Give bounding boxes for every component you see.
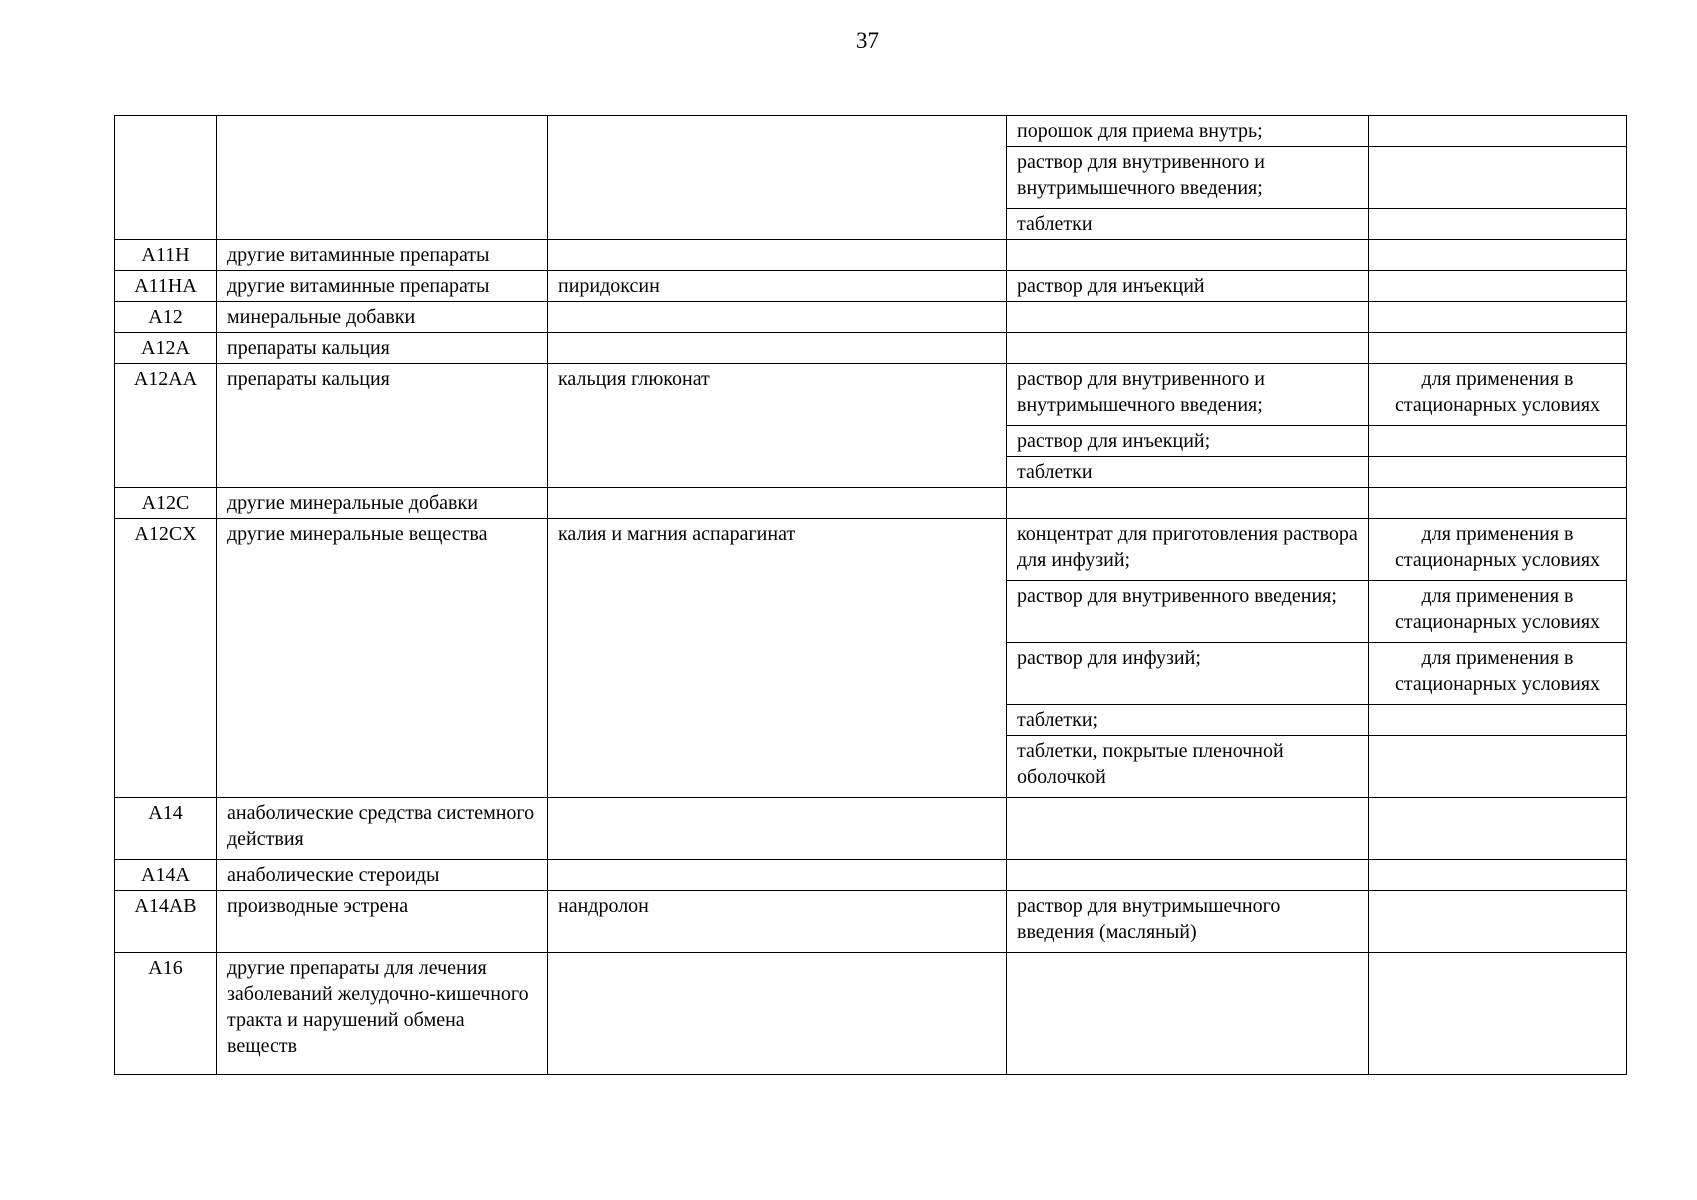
group-name-cell (217, 116, 548, 240)
table-row (115, 798, 1627, 860)
table-row (115, 364, 1627, 426)
drug-name-cell: калия и магния аспарагинат (548, 519, 1007, 798)
dosage-form-cell: таблетки (1007, 209, 1369, 240)
drug-name-cell (548, 953, 1007, 1075)
dosage-form-cell: таблетки; (1007, 705, 1369, 736)
atc-code-cell: A11H (115, 240, 217, 271)
atc-code-cell: A12A (115, 333, 217, 364)
group-name-cell: другие минеральные добавки (217, 488, 548, 519)
atc-code-cell: A12 (115, 302, 217, 333)
drug-name-cell (548, 488, 1007, 519)
dosage-form-cell: раствор для инфузий; (1007, 643, 1369, 705)
usage-note-cell (1369, 209, 1627, 240)
drug-name-cell (548, 240, 1007, 271)
dosage-form-cell (1007, 798, 1369, 860)
atc-code-cell: A12CX (115, 519, 217, 798)
page-number: 37 (856, 28, 879, 53)
dosage-form-cell: таблетки, покрытые пленочной оболочкой (1007, 736, 1369, 798)
group-name-cell: другие минеральные вещества (217, 519, 548, 798)
dosage-form-cell: раствор для инъекций; (1007, 426, 1369, 457)
drug-name-cell (548, 302, 1007, 333)
dosage-form-cell: раствор для внутримышечного введения (масляный) (1007, 891, 1369, 953)
dosage-form-cell (1007, 333, 1369, 364)
dosage-form-cell: раствор для внутривенного и внутримышечного введения; (1007, 147, 1369, 209)
dosage-form-cell (1007, 488, 1369, 519)
group-name-cell: анаболические стероиды (217, 860, 548, 891)
group-name-cell: препараты кальция (217, 364, 548, 488)
usage-note-cell (1369, 705, 1627, 736)
dosage-form-cell: раствор для внутривенного введения; (1007, 581, 1369, 643)
atc-code-cell: A14 (115, 798, 217, 860)
atc-code-cell: A12C (115, 488, 217, 519)
usage-note-cell: для применения в стационарных условиях (1369, 364, 1627, 426)
table-row (115, 953, 1627, 1075)
table-row (115, 271, 1627, 302)
usage-note-cell (1369, 488, 1627, 519)
usage-note-cell (1369, 457, 1627, 488)
atc-code-cell: A11HA (115, 271, 217, 302)
drug-name-cell: кальция глюконат (548, 364, 1007, 488)
atc-code-cell: A12AA (115, 364, 217, 488)
dosage-form-cell (1007, 240, 1369, 271)
table-row (115, 302, 1627, 333)
atc-code-cell: A14AB (115, 891, 217, 953)
drug-name-cell: пиридоксин (548, 271, 1007, 302)
dosage-form-cell: раствор для внутривенного и внутримышечного введения; (1007, 364, 1369, 426)
group-name-cell: препараты кальция (217, 333, 548, 364)
usage-note-cell (1369, 798, 1627, 860)
usage-note-cell: для применения в стационарных условиях (1369, 581, 1627, 643)
table-row (115, 860, 1627, 891)
usage-note-cell (1369, 333, 1627, 364)
drug-classification-table (114, 115, 1627, 1075)
table-row (115, 240, 1627, 271)
dosage-form-cell: раствор для инъекций (1007, 271, 1369, 302)
table-row (115, 488, 1627, 519)
table-row (115, 116, 1627, 147)
usage-note-cell (1369, 736, 1627, 798)
atc-code-cell (115, 116, 217, 240)
group-name-cell: другие витаминные препараты (217, 240, 548, 271)
dosage-form-cell: таблетки (1007, 457, 1369, 488)
table-row (115, 891, 1627, 953)
usage-note-cell (1369, 271, 1627, 302)
group-name-cell: производные эстрена (217, 891, 548, 953)
usage-note-cell (1369, 147, 1627, 209)
drug-name-cell (548, 860, 1007, 891)
group-name-cell: минеральные добавки (217, 302, 548, 333)
dosage-form-cell: порошок для приема внутрь; (1007, 116, 1369, 147)
atc-code-cell: A14A (115, 860, 217, 891)
dosage-form-cell: концентрат для приготовления раствора для инфузий; (1007, 519, 1369, 581)
drug-name-cell (548, 116, 1007, 240)
group-name-cell: другие витаминные препараты (217, 271, 548, 302)
table-row (115, 333, 1627, 364)
drug-name-cell (548, 333, 1007, 364)
usage-note-cell (1369, 240, 1627, 271)
usage-note-cell (1369, 891, 1627, 953)
dosage-form-cell (1007, 953, 1369, 1075)
dosage-form-cell (1007, 860, 1369, 891)
group-name-cell: другие препараты для лечения заболеваний желудочно-кишечного тракта и нарушений обмена веществ (217, 953, 548, 1075)
usage-note-cell (1369, 116, 1627, 147)
usage-note-cell (1369, 302, 1627, 333)
drug-name-cell (548, 798, 1007, 860)
drug-name-cell: нандролон (548, 891, 1007, 953)
usage-note-cell (1369, 953, 1627, 1075)
usage-note-cell (1369, 426, 1627, 457)
usage-note-cell: для применения в стационарных условиях (1369, 643, 1627, 705)
atc-code-cell: A16 (115, 953, 217, 1075)
group-name-cell: анаболические средства системного действия (217, 798, 548, 860)
table-row (115, 519, 1627, 581)
dosage-form-cell (1007, 302, 1369, 333)
usage-note-cell: для применения в стационарных условиях (1369, 519, 1627, 581)
usage-note-cell (1369, 860, 1627, 891)
